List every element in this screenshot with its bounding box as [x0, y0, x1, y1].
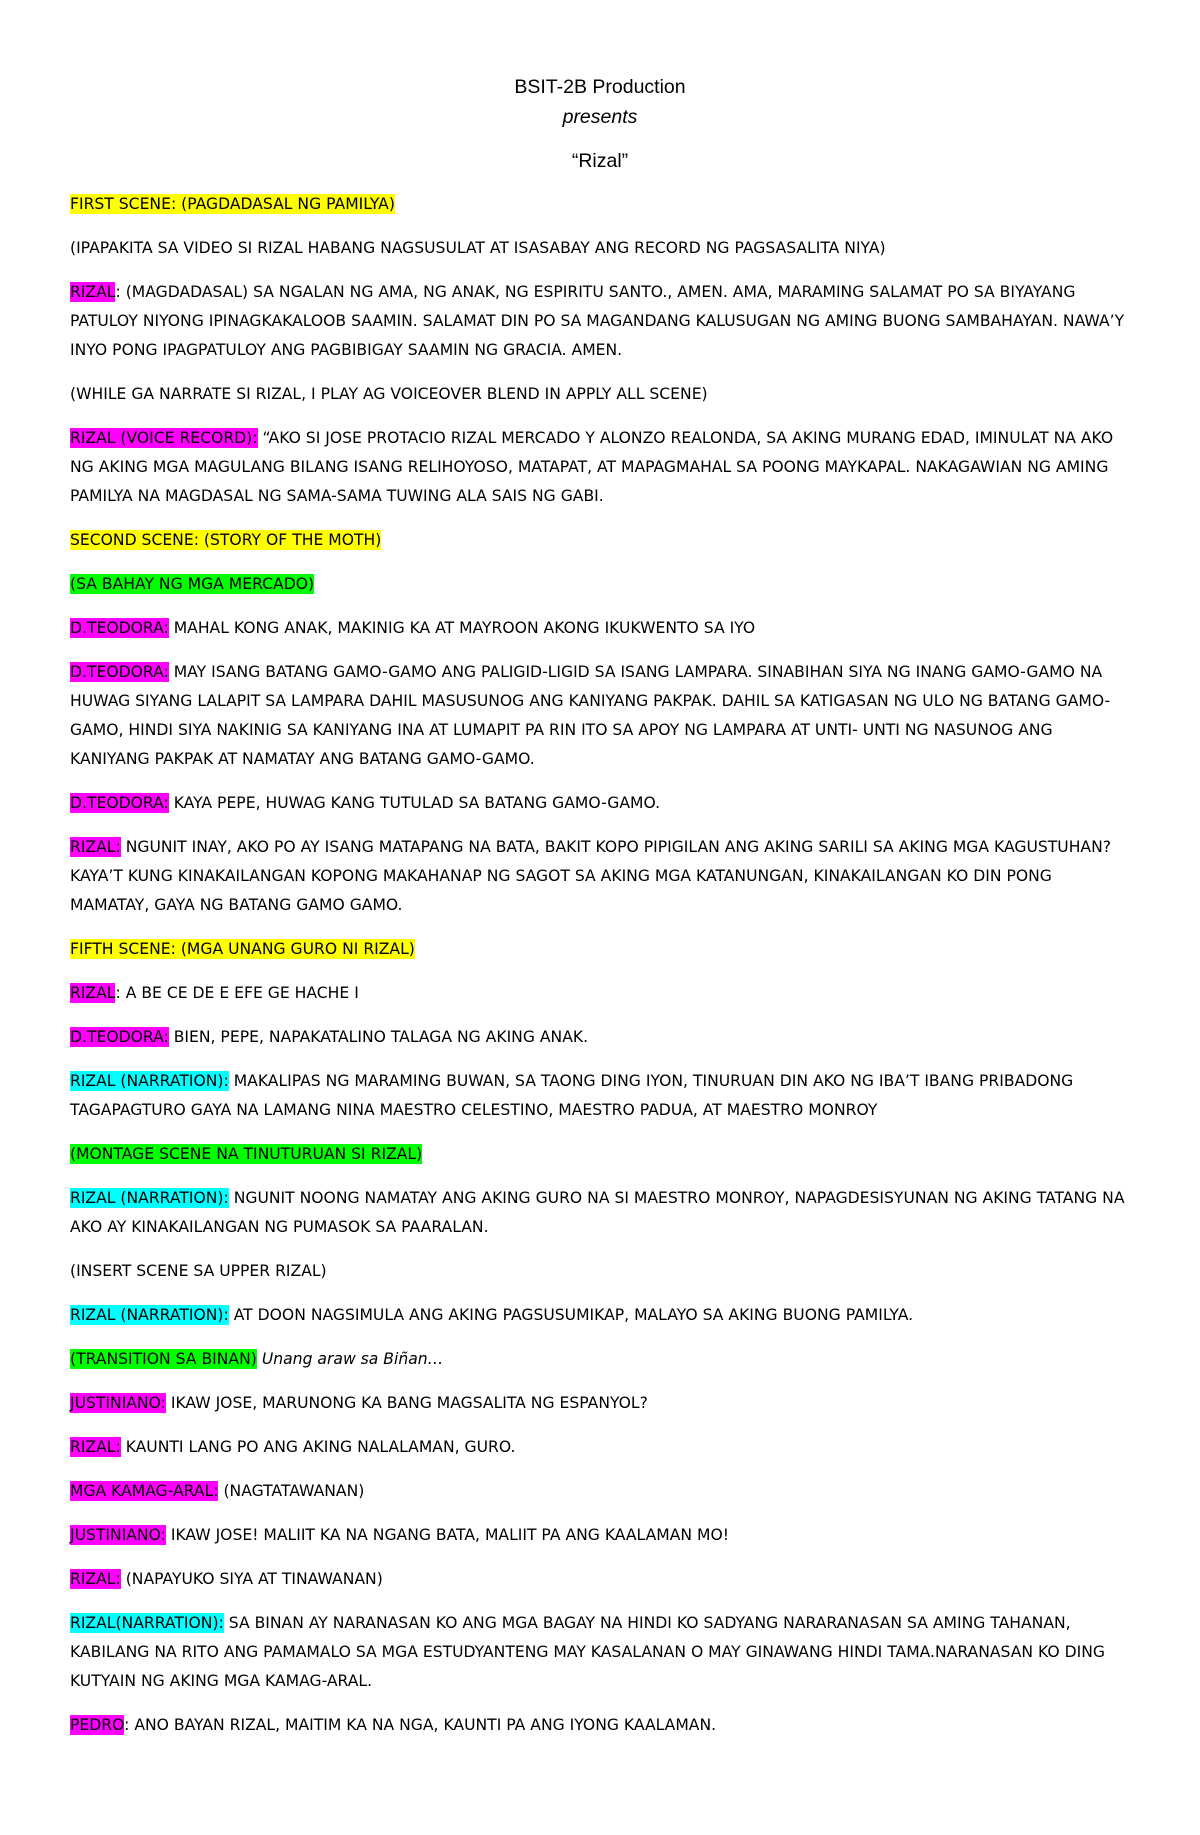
highlighted-label: RIZAL: [70, 1570, 121, 1588]
highlighted-label: RIZAL (NARRATION): [70, 1072, 229, 1090]
paragraph-text: MAY ISANG BATANG GAMO-GAMO ANG PALIGID-LIGID SA ISANG LAMPARA. SINABIHAN SIYA NG INANG GAMO-GAMO NA HUWAG SIYANG LALAPIT SA LAMPARA DAHIL MASUSUNOG ANG KANIYANG PAKPAK. DAHIL SA KATIGASAN NG ULO NG BATANG GAMO-GAMO, HINDI SIYA NAKINIG SA KANIYANG INA AT LUMAPIT PA RIN ITO SA APOY NG LAMPARA AT UNTI- UNTI NG NASUNOG ANG KANIYANG PAKPAK AT NAMATAY ANG BATANG GAMO-GAMO. [70, 663, 1111, 768]
script-paragraph [70, 1345, 1130, 1374]
script-paragraph [70, 526, 1130, 555]
script-paragraph [70, 833, 1130, 920]
script-paragraph [70, 614, 1130, 643]
highlighted-label: SECOND SCENE: (STORY OF THE MOTH) [70, 531, 382, 549]
script-paragraph [70, 1067, 1130, 1125]
play-title: “Rizal” [571, 150, 629, 172]
script-paragraph [70, 979, 1130, 1008]
script-paragraph [70, 1521, 1130, 1550]
highlighted-label: FIFTH SCENE: (MGA UNANG GURO NI RIZAL) [70, 940, 415, 958]
paragraph-text: IKAW JOSE! MALIIT KA NA NGANG BATA, MALIIT PA ANG KAALAMAN MO! [165, 1526, 729, 1544]
paragraph-text: SA BINAN AY NARANASAN KO ANG MGA BAGAY NA HINDI KO SADYANG NARARANASAN SA AMING TAHANAN, KABILANG NA RITO ANG PAMAMALO SA MGA ESTUDYANTENG MAY KASALANAN O MAY GINAWANG HINDI TAMA.NARANASAN KO DING KUTYAIN NG AKING MGA KAMAG-ARAL. [70, 1614, 1105, 1690]
paragraph-text: NGUNIT INAY, AKO PO AY ISANG MATAPANG NA BATA, BAKIT KOPO PIPIGILAN ANG AKING SARILI SA AKING MGA KAGUSTUHAN? KAYA’T KUNG KINAKAILANGAN KOPONG MAKAHANAP NG SAGOT SA AKING MGA KATANUNGAN, KINAKAILANGAN KO DIN PONG MAMATAY, GAYA NG BATANG GAMO GAMO. [70, 838, 1112, 914]
highlighted-label: RIZAL [70, 283, 116, 301]
paragraph-text: : ANO BAYAN RIZAL, MAITIM KA NA NGA, KAUNTI PA ANG IYONG KAALAMAN. [124, 1716, 717, 1734]
highlighted-label: D.TEODORA: [70, 619, 169, 637]
paragraph-text: (IPAPAKITA SA VIDEO SI RIZAL HABANG NAGSUSULAT AT ISASABAY ANG RECORD NG PAGSASALITA NIYA) [70, 239, 886, 257]
script-paragraph [70, 234, 1130, 263]
paragraph-text: “AKO SI JOSE PROTACIO RIZAL MERCADO Y ALONZO REALONDA, SA AKING MURANG EDAD, IMINULAT NA AKO NG AKING MGA MAGULANG BILANG ISANG RELIHOYOSO, MATAPAT, AT MAPAGMAHAL SA POONG MAYKAPAL. NAKAGAWIAN NG AMING PAMILYA NA MAGDASAL NG SAMA-SAMA TUWING ALA SAIS NG GABI. [70, 429, 1114, 505]
script-paragraph [70, 1184, 1130, 1242]
script-paragraph [70, 789, 1130, 818]
document-header [70, 72, 1130, 176]
paragraph-text: (WHILE GA NARRATE SI RIZAL, I PLAY AG VOICEOVER BLEND IN APPLY ALL SCENE) [70, 385, 708, 403]
script-paragraph [70, 1711, 1130, 1740]
script-paragraph [70, 1257, 1130, 1286]
paragraph-text: Unang araw sa Biñan… [261, 1350, 444, 1368]
highlighted-label: (SA BAHAY NG MGA MERCADO) [70, 575, 315, 593]
script-paragraph [70, 278, 1130, 365]
production-title: BSIT-2B Production [514, 76, 686, 98]
highlighted-label: RIZAL: [70, 838, 121, 856]
highlighted-label: JUSTINIANO: [70, 1526, 166, 1544]
highlighted-label: RIZAL (VOICE RECORD): [70, 429, 258, 447]
highlighted-label: RIZAL: [70, 1438, 121, 1456]
paragraph-text: MAHAL KONG ANAK, MAKINIG KA AT MAYROON AKONG IKUKWENTO SA IYO [168, 619, 756, 637]
paragraph-text: BIEN, PEPE, NAPAKATALINO TALAGA NG AKING ANAK. [168, 1028, 589, 1046]
highlighted-label: (MONTAGE SCENE NA TINUTURUAN SI RIZAL) [70, 1145, 423, 1163]
script-paragraph [70, 380, 1130, 409]
highlighted-label: RIZAL (NARRATION): [70, 1306, 229, 1324]
script-paragraph [70, 424, 1130, 511]
paragraph-text: (INSERT SCENE SA UPPER RIZAL) [70, 1262, 327, 1280]
highlighted-label: PEDRO [70, 1716, 125, 1734]
script-paragraph [70, 1433, 1130, 1462]
paragraph-text: MAKALIPAS NG MARAMING BUWAN, SA TAONG DING IYON, TINURUAN DIN AKO NG IBA’T IBANG PRIBADONG TAGAPAGTURO GAYA NA LAMANG NINA MAESTRO CELESTINO, MAESTRO PADUA, AT MAESTRO MONROY [70, 1072, 1074, 1119]
highlighted-label: RIZAL [70, 984, 116, 1002]
paragraph-text: (NAPAYUKO SIYA AT TINAWANAN) [120, 1570, 383, 1588]
paragraph-text: : (MAGDADASAL) SA NGALAN NG AMA, NG ANAK, NG ESPIRITU SANTO., AMEN. AMA, MARAMING SALAMAT PO SA BIYAYANG PATULOY NIYONG IPINAGKAKALOOB SAAMIN. SALAMAT DIN PO SA MAGANDANG KALUSUGAN NG AMING BUONG SAMBAHAYAN. NAWA’Y INYO PONG IPAGPATULOY ANG PAGBIBIGAY SAAMIN NG GRACIA. AMEN. [70, 283, 1125, 359]
highlighted-label: JUSTINIANO: [70, 1394, 166, 1412]
highlighted-label: RIZAL (NARRATION): [70, 1189, 229, 1207]
highlighted-label: D.TEODORA: [70, 663, 169, 681]
paragraph-text: KAUNTI LANG PO ANG AKING NALALAMAN, GURO. [120, 1438, 516, 1456]
paragraph-text: NGUNIT NOONG NAMATAY ANG AKING GURO NA SI MAESTRO MONROY, NAPAGDESISYUNAN NG AKING TATANG NA AKO AY KINAKAILANGAN NG PUMASOK SA PAARALAN. [70, 1189, 1125, 1236]
highlighted-label: D.TEODORA: [70, 1028, 169, 1046]
script-paragraph [70, 658, 1130, 774]
paragraph-text: AT DOON NAGSIMULA ANG AKING PAGSUSUMIKAP, MALAYO SA AKING BUONG PAMILYA. [228, 1306, 914, 1324]
script-paragraph [70, 935, 1130, 964]
highlighted-label: D.TEODORA: [70, 794, 169, 812]
script-paragraph [70, 1301, 1130, 1330]
highlighted-label: (TRANSITION SA BINAN) [70, 1350, 257, 1368]
paragraph-text: KAYA PEPE, HUWAG KANG TUTULAD SA BATANG GAMO-GAMO. [168, 794, 661, 812]
paragraph-text: IKAW JOSE, MARUNONG KA BANG MAGSALITA NG ESPANYOL? [165, 1394, 648, 1412]
highlighted-label: RIZAL(NARRATION): [70, 1614, 224, 1632]
script-paragraph [70, 1609, 1130, 1696]
paragraph-text: (NAGTATAWANAN) [218, 1482, 365, 1500]
script-paragraph [70, 1140, 1130, 1169]
highlighted-label: MGA KAMAG-ARAL: [70, 1482, 219, 1500]
script-paragraph [70, 570, 1130, 599]
script-paragraph [70, 190, 1130, 219]
presents-subtitle: presents [562, 106, 638, 128]
script-paragraph [70, 1565, 1130, 1594]
script-paragraph [70, 1023, 1130, 1052]
script-body [70, 190, 1130, 1740]
script-paragraph [70, 1389, 1130, 1418]
paragraph-text: : A BE CE DE E EFE GE HACHE I [115, 984, 359, 1002]
highlighted-label: FIRST SCENE: (PAGDADASAL NG PAMILYA) [70, 195, 395, 213]
script-paragraph [70, 1477, 1130, 1506]
